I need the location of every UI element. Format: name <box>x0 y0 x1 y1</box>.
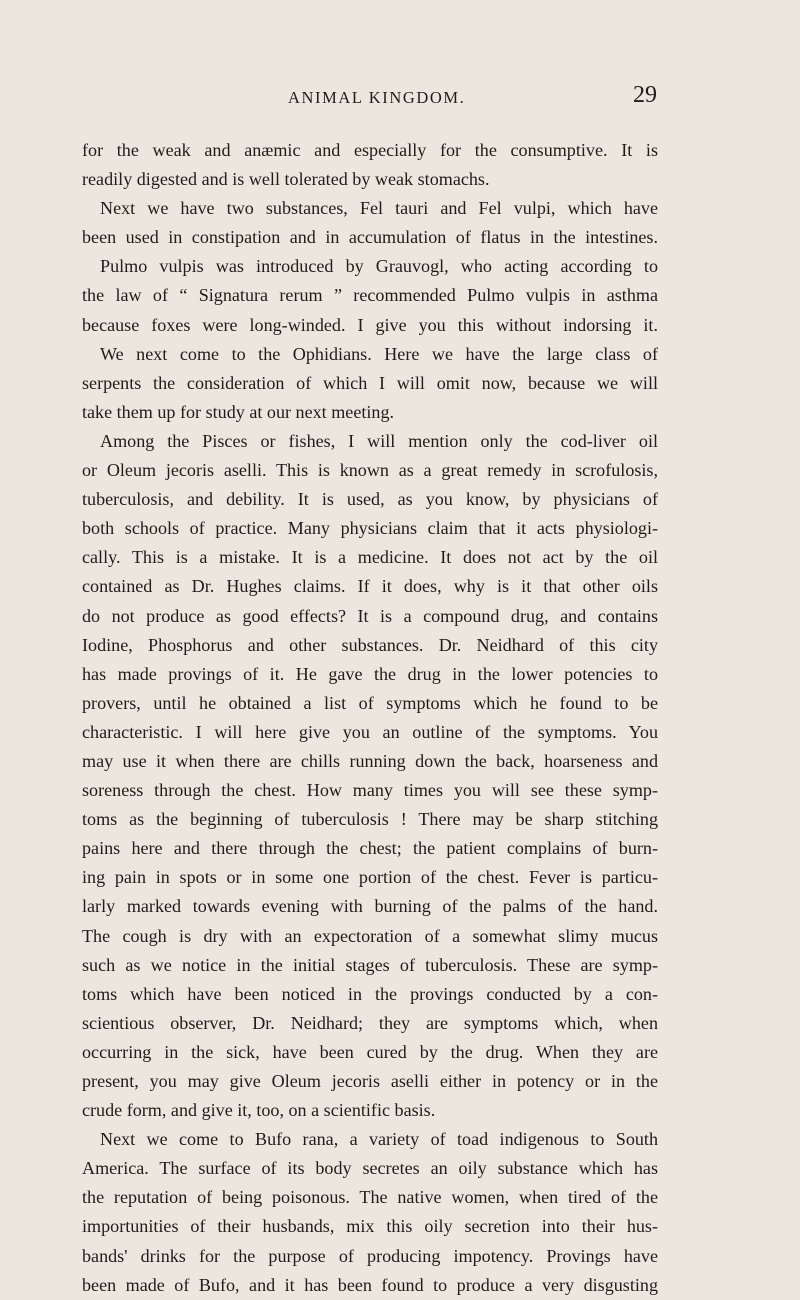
text-line: for the weak and anæmic and especially for the consumptive. It is <box>82 140 658 160</box>
text-line: because foxes were long-winded. I give you this without indorsing it. <box>82 314 658 335</box>
text-line: take them up for study at our next meeting. <box>82 401 395 422</box>
body-text <box>82 136 658 1300</box>
text-line: the reputation of being poisonous. The native women, when tired of the <box>82 1187 658 1208</box>
text-line: The cough is dry with an expectoration of a somewhat slimy mucus <box>82 925 658 946</box>
text-line: larly marked towards evening with burning of the palms of the hand. <box>82 896 658 917</box>
page-number: 29 <box>633 82 657 108</box>
text-line: We next come to the Ophidians. Here we have the large class of <box>100 343 658 364</box>
text-line: Next we have two substances, Fel tauri and Fel vulpi, which have <box>100 198 658 219</box>
text-line: toms as the beginning of tuberculosis ! There may be sharp stitching <box>82 809 658 830</box>
text-line: both schools of practice. Many physicians claim that it acts physiologi- <box>82 518 658 539</box>
text-line: readily digested and is well tolerated by weak stomachs. <box>82 169 490 190</box>
text-line: serpents the consideration of which I will omit now, because we will <box>82 372 658 393</box>
text-line: Among the Pisces or fishes, I will mention only the cod-liver oil <box>100 430 658 451</box>
text-line: provers, until he obtained a list of symptoms which he found to be <box>82 692 658 713</box>
text-line: scientious observer, Dr. Neidhard; they are symptoms which, when <box>82 1012 658 1033</box>
text-line: been made of Bufo, and it has been found to produce a very disgusting <box>82 1274 658 1295</box>
text-line: tuberculosis, and debility. It is used, as you know, by physicians of <box>82 489 658 510</box>
text-line: characteristic. I will here give you an outline of the symptoms. You <box>82 721 658 742</box>
text-line: cally. This is a mistake. It is a medicine. It does not act by the oil <box>82 547 658 568</box>
text-line: pains here and there through the chest; the patient complains of burn- <box>82 838 658 859</box>
text-line: America. The surface of its body secretes an oily substance which has <box>82 1158 658 1179</box>
text-line: such as we notice in the initial stages of tuberculosis. These are symp- <box>82 954 658 975</box>
text-line: may use it when there are chills running down the back, hoarseness and <box>82 750 658 771</box>
text-line: toms which have been noticed in the provings conducted by a con- <box>82 983 658 1004</box>
text-line: the law of “ Signatura rerum ” recommended Pulmo vulpis in asthma <box>82 285 658 306</box>
text-line: crude form, and give it, too, on a scientific basis. <box>82 1100 436 1121</box>
text-line: has made provings of it. He gave the drug in the lower potencies to <box>82 663 658 684</box>
text-line: Pulmo vulpis was introduced by Grauvogl, who acting according to <box>100 256 658 277</box>
text-line: or Oleum jecoris aselli. This is known as a great remedy in scrofulosis, <box>82 460 658 481</box>
text-line: Next we come to Bufo rana, a variety of toad indigenous to South <box>100 1129 658 1150</box>
text-line: importunities of their husbands, mix this oily secretion into their hus- <box>82 1216 658 1237</box>
text-line: bands' drinks for the purpose of producing impotency. Provings have <box>82 1245 658 1266</box>
text-line: ing pain in spots or in some one portion of the chest. Fever is particu- <box>82 867 658 888</box>
text-line: occurring in the sick, have been cured by the drug. When they are <box>82 1041 658 1062</box>
text-line: do not produce as good effects? It is a compound drug, and contains <box>82 605 658 626</box>
text-line: been used in constipation and in accumulation of flatus in the intestines. <box>82 227 658 248</box>
running-head: ANIMAL KINGDOM. <box>288 88 466 107</box>
text-line: present, you may give Oleum jecoris aselli either in potency or in the <box>82 1071 658 1091</box>
text-line: contained as Dr. Hughes claims. If it does, why is it that other oils <box>82 576 658 597</box>
text-line: soreness through the chest. How many times you will see these symp- <box>82 780 658 801</box>
text-line: Iodine, Phosphorus and other substances. Dr. Neidhard of this city <box>82 634 658 655</box>
